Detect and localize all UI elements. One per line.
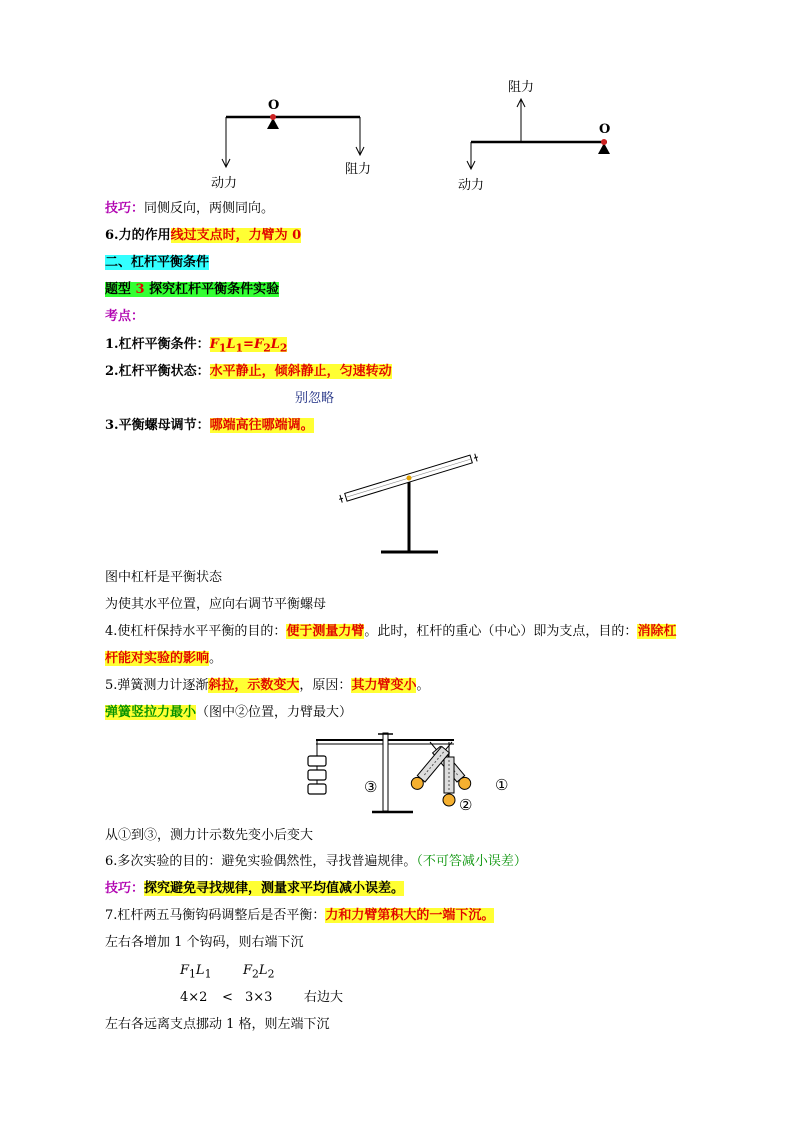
- state-line-1: 图中杠杆是平衡状态: [105, 570, 223, 585]
- section-title: 二、杠杆平衡条件: [105, 255, 210, 270]
- example-1: 左右各增加 1 个钩码，则右端下沉: [105, 935, 304, 950]
- point-5-conclusion: 从①到③，测力计示数先变小后变大: [105, 828, 314, 843]
- point-1-prefix: 1.杠杆平衡条件：: [105, 337, 210, 352]
- tip-label: 技巧：: [105, 201, 145, 216]
- balance-formula: $F_1L_1=F_2L_2$: [209, 337, 288, 355]
- tip-highlight: 探究避免寻找规律，测量求平均值减小误差。: [144, 881, 405, 896]
- pivot-label: O: [268, 98, 280, 113]
- point-2-highlight: 水平静止，倾斜静止，匀速转动: [209, 364, 392, 379]
- point-7: [105, 906, 494, 926]
- position-1-label: ①: [495, 776, 509, 794]
- tip-label: 技巧：: [105, 881, 145, 896]
- point-5-highlight-2: 其力臂变小: [351, 678, 417, 693]
- point-4-prefix: 4.使杠杆保持水平平衡的目的：: [105, 624, 287, 639]
- point-3-prefix: 3.平衡螺母调节：: [105, 418, 210, 433]
- point-4-middle: 。此时，杠杆的重心（中心）即为支点，目的：: [364, 624, 638, 639]
- tip-line-2: [105, 879, 404, 899]
- point-7-prefix: 7.杠杆两五马衡钩码调整后是否平衡：: [105, 908, 326, 923]
- type-number: 3: [135, 282, 145, 297]
- dont-ignore-note: 别忽略: [295, 391, 335, 406]
- point-5-note-highlight: 弹簧竖拉力最小: [105, 705, 197, 720]
- item-6-prefix: 6.力的作用: [105, 228, 171, 243]
- example-2: 左右各远离支点挪动 1 格，则左端下沉: [105, 1017, 330, 1032]
- effort-label: 动力: [211, 176, 238, 191]
- point-4-end: 。: [209, 651, 223, 666]
- stand-pole: [383, 733, 388, 811]
- type-title: 探究杠杆平衡条件实验: [144, 282, 280, 297]
- point-6-text: 6.多次实验的目的：避免实验偶然性，寻找普遍规律。: [105, 854, 417, 869]
- point-5-end: 。: [416, 678, 430, 693]
- type-prefix: 题型: [105, 282, 136, 297]
- state-line-2: 为使其水平位置，应向右调节平衡螺母: [105, 597, 327, 612]
- point-4-highlight-1: 便于测量力臂: [286, 624, 365, 639]
- position-2-label: ②: [459, 796, 473, 814]
- calc-header-right: $F_2L_2$: [243, 963, 275, 981]
- point-4-highlight-2: 消除杠: [637, 624, 677, 639]
- calc-result: 右边大: [304, 990, 344, 1005]
- weight-1: [308, 756, 326, 766]
- calc-right-value: 3×3: [245, 990, 273, 1005]
- point-5-prefix: 5.弹簧测力计逐渐: [105, 678, 209, 693]
- point-4-highlight-2b: 杆能对实验的影响: [105, 651, 210, 666]
- point-5-middle: ，原因：: [299, 678, 352, 693]
- point-6-note: （不可答减小误差）: [416, 854, 527, 869]
- weight-2: [308, 770, 326, 780]
- calc-operator: <: [222, 990, 233, 1005]
- calc-header-left: $F_1L_1$: [180, 963, 212, 981]
- point-6: [105, 852, 527, 872]
- point-2-prefix: 2.杠杆平衡状态：: [105, 364, 210, 379]
- load-label: 阻力: [508, 80, 535, 95]
- pivot-label: O: [599, 122, 611, 137]
- weight-3: [308, 784, 326, 794]
- effort-label: 动力: [458, 178, 485, 193]
- point-3-highlight: 哪端高往哪端调。: [209, 418, 314, 433]
- point-7-highlight: 力和力臂第积大的一端下沉。: [325, 908, 495, 923]
- exam-points-label: 考点：: [105, 309, 145, 324]
- load-label: 阻力: [345, 162, 372, 177]
- position-3-label: ③: [364, 778, 378, 796]
- tip-text: 同侧反向，两侧同向。: [144, 201, 275, 216]
- point-5-highlight-1: 斜拉，示数变大: [208, 678, 300, 693]
- point-5-note-rest: （图中②位置，力臂最大）: [196, 705, 353, 720]
- calc-left-value: 4×2: [180, 990, 208, 1005]
- item-6-highlight: 线过支点时，力臂为 0: [170, 228, 302, 243]
